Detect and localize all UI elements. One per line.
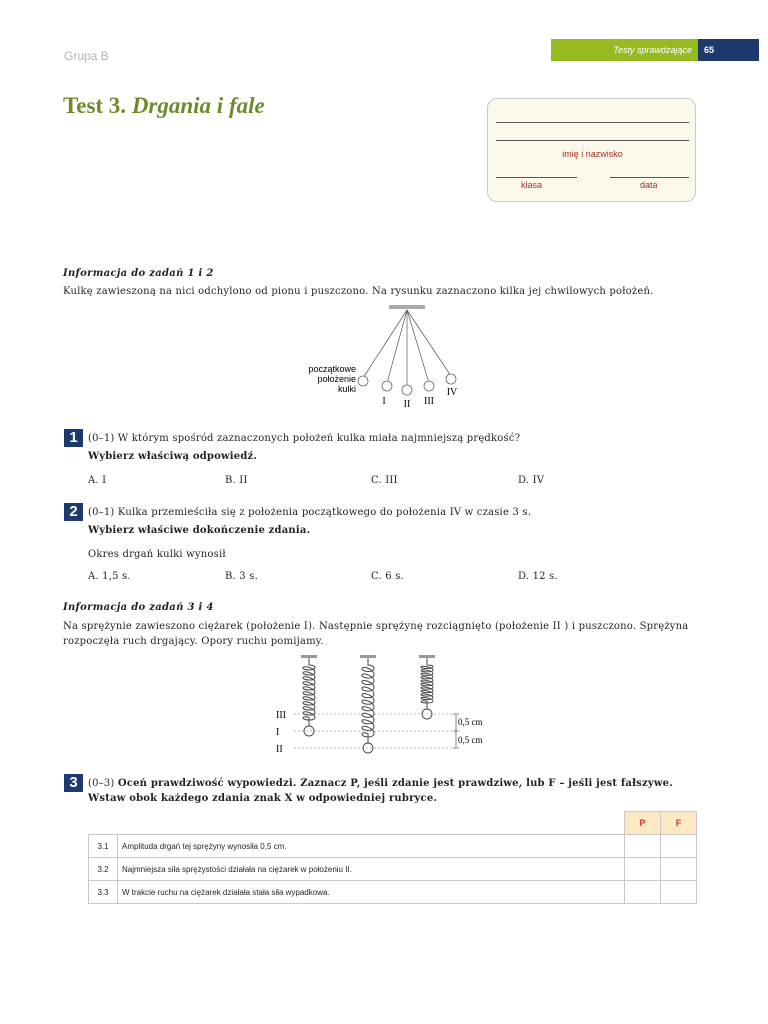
pendulum-support [389,305,425,309]
question-2-text: Kulka przemieściła się z położenia początkowego do położenia IV w czasie 3 s. [117,507,532,518]
pendulum-figure [295,303,475,415]
info-text-2-line-1: Na sprężynie zawieszono ciężarek (położenie I). Następnie sprężynę rozciągnięto (położenie II ) i puszczono. Sprężyna [63,621,689,632]
distance-label-1: 0,5 cm [458,717,483,727]
q1-option-d[interactable]: D. IV [518,475,545,486]
name-line-2[interactable] [496,140,689,141]
spring-iii [419,655,435,719]
question-3-points: (0–3) [88,778,115,789]
string-i [387,310,407,383]
position-label-iv: IV [446,387,458,398]
q2-option-b[interactable]: B. 3 s. [225,571,258,582]
initial-label-3: kulki [337,384,356,394]
q2-option-c[interactable]: C. 6 s. [371,571,404,582]
answer-box-true[interactable] [625,835,661,858]
position-label-i: I [382,396,386,407]
q2-option-a[interactable]: A. 1,5 s. [88,571,131,582]
position-label-ii: II [403,399,411,410]
ball-iv [446,374,456,384]
date-label: data [640,180,658,190]
question-number-3: 3 [64,774,83,792]
ball-i [382,381,392,391]
q2-option-d[interactable]: D. 12 s. [518,571,558,582]
question-2-instruction: Wybierz właściwe dokończenie zdania. [88,525,311,536]
question-2-stem: Okres drgań kulki wynosił [88,549,226,560]
info-text-1: Kulkę zawieszoną na nici odchylono od pionu i puszczono. Na rysunku zaznaczono kilka jej chwilowych położeń. [63,286,654,297]
question-1-text: W którym spośród zaznaczonych położeń kulka miała najmniejszą prędkość? [117,433,521,444]
column-true-header: P [625,812,661,835]
table-header-row [89,812,697,835]
statement-text: Amplituda drgań tej sprężyny wynosiła 0,5 cm. [118,835,625,858]
table-header-blank [118,812,625,835]
string-iv [407,310,451,376]
table-row [89,835,697,858]
group-label: Grupa B [64,49,109,63]
answer-box-false[interactable] [661,858,697,881]
statement-number: 3.1 [89,835,118,858]
table-row [89,858,697,881]
spring-ii [360,655,376,753]
spring-label-iii: III [276,710,286,721]
statement-text: Najmniejsza siła sprężystości działała na ciężarek w położeniu II. [118,858,625,881]
question-2-points: (0–1) [88,507,115,518]
initial-label-1: początkowe [308,364,356,374]
ball-ii [402,385,412,395]
string-initial [363,310,407,378]
statement-number: 3.2 [89,858,118,881]
class-label: klasa [521,180,543,190]
question-3-instruction-2: Wstaw obok każdego zdania znak X w odpowiedniej rubryce. [88,793,438,804]
info-heading-2: Informacja do zadań 3 i 4 [63,602,214,613]
distance-label-2: 0,5 cm [458,735,483,745]
question-3-instruction-1: Oceń prawdziwość wypowiedzi. Zaznacz P, jeśli zdanie jest prawdziwe, lub F – jeśli jest fałszywe. [117,778,673,789]
table-header-blank [89,812,118,835]
spring-i [301,655,317,736]
answer-box-true[interactable] [625,858,661,881]
true-false-table [88,811,697,904]
statement-text: W trakcie ruchu na ciężarek działała stała siła wypadkowa. [118,881,625,904]
string-iii [407,310,429,383]
question-3-line-1 [88,778,673,789]
info-text-2-line-2: rozpoczęła ruch drgający. Opory ruchu pomijamy. [63,636,324,647]
column-false-header: F [661,812,697,835]
spring-label-i: I [276,727,280,738]
class-line[interactable] [496,177,577,178]
question-1-points: (0–1) [88,433,115,444]
table-row [89,881,697,904]
q1-option-b[interactable]: B. II [225,475,248,486]
answer-box-false[interactable] [661,881,697,904]
name-line-1[interactable] [496,122,689,123]
date-line[interactable] [610,177,689,178]
section-tab: Testy sprawdzające [551,39,698,61]
question-number-1: 1 [64,429,83,447]
student-info-box [487,98,696,202]
question-1-instruction: Wybierz właściwą odpowiedź. [88,451,258,462]
answer-box-false[interactable] [661,835,697,858]
info-heading-1: Informacja do zadań 1 i 2 [63,268,214,279]
question-1 [88,433,520,444]
ball-iii [424,381,434,391]
page-title [63,93,265,119]
page-number: 65 [698,39,759,61]
q1-option-a[interactable]: A. I [88,475,107,486]
q1-option-c[interactable]: C. III [371,475,398,486]
test-number: Test 3. [63,93,127,118]
spring-label-ii: II [276,744,283,755]
name-label: imię i nazwisko [562,149,623,159]
initial-label-2: położenie [317,374,356,384]
question-2 [88,507,531,518]
answer-box-true[interactable] [625,881,661,904]
ball-initial [358,376,368,386]
test-name: Drgania i fale [131,93,265,118]
question-number-2: 2 [64,503,83,521]
spring-figure [270,653,500,759]
statement-number: 3.3 [89,881,118,904]
position-label-iii: III [424,396,434,407]
